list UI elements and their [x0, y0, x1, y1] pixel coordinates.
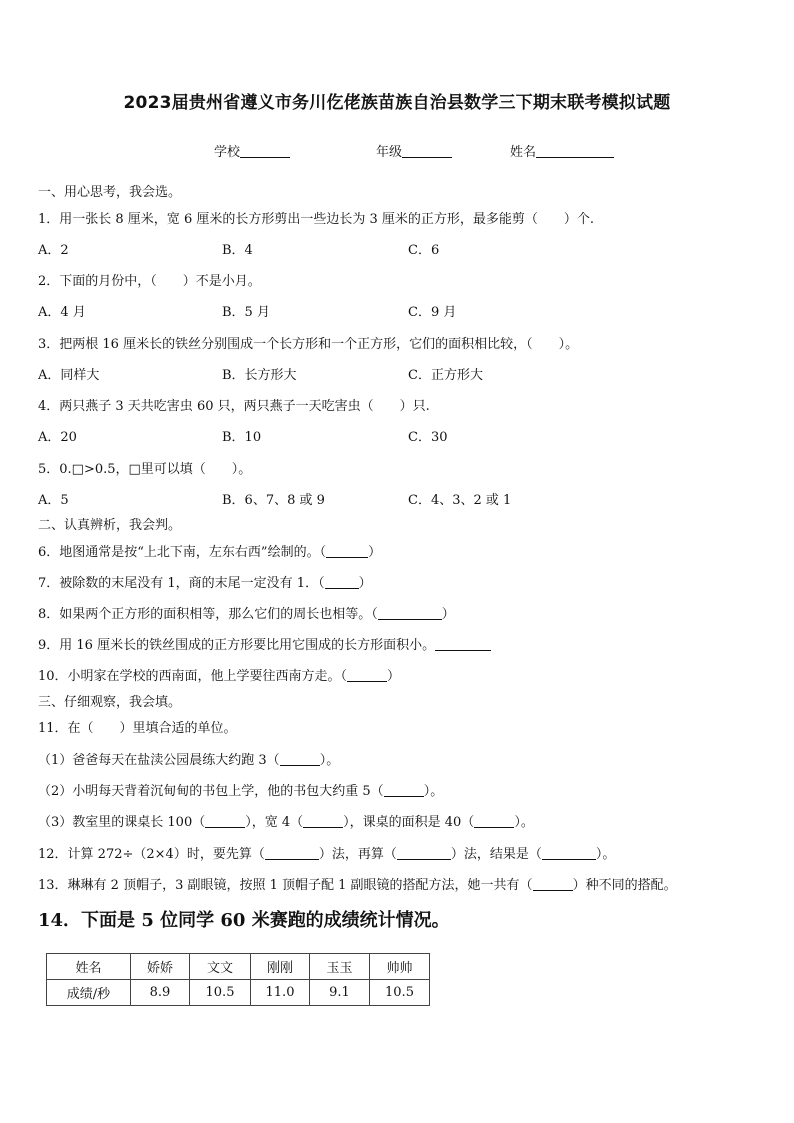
question-10: [38, 665, 400, 684]
q1-option-a: A．2: [38, 243, 69, 258]
q11-1-close: ）。: [319, 753, 340, 768]
table-header-cell: 刚刚: [251, 954, 310, 980]
q10-close: ）: [387, 669, 401, 684]
table-cell: 11.0: [251, 980, 310, 1006]
q11-3-close: ）。: [514, 815, 534, 830]
question-6: [38, 541, 381, 560]
table-cell: 成绩/秒: [47, 980, 131, 1006]
table-row: [47, 980, 430, 1006]
q11-2-close: ）。: [423, 784, 444, 799]
q11-3-text: （3）教室里的课桌长 100（: [38, 815, 206, 830]
question-11-3: [38, 811, 534, 830]
q11-1-text: （1）爸爸每天在盐渎公园晨练大约跑 3（: [38, 753, 280, 768]
table-header-cell: 文文: [190, 954, 251, 980]
q6-answer-blank[interactable]: [326, 545, 368, 558]
q5-option-c: C．4、3、2 或 1: [408, 493, 512, 508]
q7-text: 7．被除数的末尾没有 1，商的末尾一定没有 1．（: [38, 576, 325, 591]
table-cell: 10.5: [370, 980, 430, 1006]
q3-option-c: C．正方形大: [408, 368, 483, 383]
q11-3-blank-a[interactable]: [205, 815, 245, 828]
q8-text: 8．如果两个正方形的面积相等，那么它们的周长也相等。（: [38, 607, 378, 622]
question-13: [38, 874, 677, 893]
table-header-cell: 姓名: [47, 954, 131, 980]
grade-field: [376, 141, 452, 160]
q12-mid1: ）法，再算（: [318, 847, 397, 862]
q6-text: 6．地图通常是按“上北下南，左东右西”绘制的。（: [38, 545, 327, 560]
q10-text: 10．小明家在学校的西南面，他上学要往西南方走。（: [38, 669, 348, 684]
q2-option-b: B．5 月: [222, 305, 270, 320]
name-blank[interactable]: [536, 144, 614, 158]
question-7: [38, 572, 372, 591]
q13-close: ）种不同的搭配。: [572, 878, 677, 893]
q1-option-c: C．6: [408, 243, 440, 258]
q12-close: ）。: [595, 847, 616, 862]
section-2-heading: 二、认真辨析，我会判。: [38, 518, 182, 533]
school-blank[interactable]: [240, 144, 290, 158]
question-8: [38, 603, 455, 622]
question-9: [38, 634, 491, 653]
q8-answer-blank[interactable]: [378, 607, 442, 620]
table-cell: 8.9: [131, 980, 190, 1006]
grade-blank[interactable]: [402, 144, 452, 158]
q12-blank-a[interactable]: [265, 847, 319, 860]
q4-option-b: B．10: [222, 430, 262, 445]
question-11-2: [38, 780, 443, 799]
q8-close: ）: [441, 607, 455, 622]
q2-option-a: A．4 月: [38, 305, 86, 320]
q11-1-answer-blank[interactable]: [280, 753, 320, 766]
question-12: [38, 843, 615, 862]
question-2: 2．下面的月份中，（ ）不是小月。: [38, 274, 261, 289]
q11-3-blank-c[interactable]: [474, 815, 514, 828]
q11-2-text: （2）小明每天背着沉甸甸的书包上学，他的书包大约重 5（: [38, 784, 384, 799]
table-header-row: [47, 954, 430, 980]
page-title: 2023届贵州省遵义市务川仡佬族苗族自治县数学三下期末联考模拟试题: [123, 93, 671, 113]
name-field: [510, 141, 614, 160]
name-label: 姓名: [510, 145, 537, 160]
school-label: 学校: [214, 145, 241, 160]
section-1-heading: 一、用心思考，我会选。: [38, 185, 182, 200]
table-header-cell: 娇娇: [131, 954, 190, 980]
grade-label: 年级: [376, 145, 403, 160]
question-11-1: [38, 749, 339, 768]
q5-option-a: A．5: [38, 493, 69, 508]
q4-option-a: A．20: [38, 430, 77, 445]
q13-answer-blank[interactable]: [533, 878, 573, 891]
q3-option-a: A．同样大: [38, 368, 100, 383]
q9-text: 9．用 16 厘米长的铁丝围成的正方形要比用它围成的长方形面积小。: [38, 638, 436, 653]
question-11: 11．在（ ）里填合适的单位。: [38, 721, 237, 736]
q12-mid2: ）法，结果是（: [450, 847, 542, 862]
q11-3-mid1: ），宽 4（: [245, 815, 304, 830]
table-header-cell: 帅帅: [370, 954, 430, 980]
scores-table: [46, 953, 430, 1006]
q12-blank-c[interactable]: [542, 847, 596, 860]
question-14: 14．下面是 5 位同学 60 米赛跑的成绩统计情况。: [38, 910, 450, 931]
section-3-heading: 三、仔细观察，我会填。: [38, 695, 182, 710]
q13-text: 13．琳琳有 2 顶帽子，3 副眼镜，按照 1 顶帽子配 1 副眼镜的搭配方法，她一共有（: [38, 878, 533, 893]
question-5: 5．0.□>0.5，□里可以填（ ）。: [38, 462, 252, 477]
question-3: 3．把两根 16 厘米长的铁丝分别围成一个长方形和一个正方形，它们的面积相比较，（ ）。: [38, 337, 579, 352]
question-4: 4．两只燕子 3 天共吃害虫 60 只，两只燕子一天吃害虫（ ）只.: [38, 399, 430, 414]
question-1: 1．用一张长 8 厘米，宽 6 厘米的长方形剪出一些边长为 3 厘米的正方形，最多能剪（ ）个.: [38, 212, 595, 227]
q6-close: ）: [368, 545, 382, 560]
q10-answer-blank[interactable]: [347, 669, 387, 682]
q11-3-mid2: ），课桌的面积是 40（: [343, 815, 475, 830]
q4-option-c: C．30: [408, 430, 448, 445]
q3-option-b: B．长方形大: [222, 368, 297, 383]
table-cell: 9.1: [310, 980, 370, 1006]
q9-answer-blank[interactable]: [435, 638, 491, 651]
q7-answer-blank[interactable]: [325, 576, 359, 589]
q11-2-answer-blank[interactable]: [384, 784, 424, 797]
q12-text: 12．计算 272÷（2×4）时，要先算（: [38, 847, 265, 862]
q7-close: ）: [358, 576, 372, 591]
q5-option-b: B．6、7、8 或 9: [222, 493, 325, 508]
table-cell: 10.5: [190, 980, 251, 1006]
q2-option-c: C．9 月: [408, 305, 457, 320]
q1-option-b: B．4: [222, 243, 253, 258]
q12-blank-b[interactable]: [397, 847, 451, 860]
school-field: [214, 141, 290, 160]
q11-3-blank-b[interactable]: [303, 815, 343, 828]
table-header-cell: 玉玉: [310, 954, 370, 980]
